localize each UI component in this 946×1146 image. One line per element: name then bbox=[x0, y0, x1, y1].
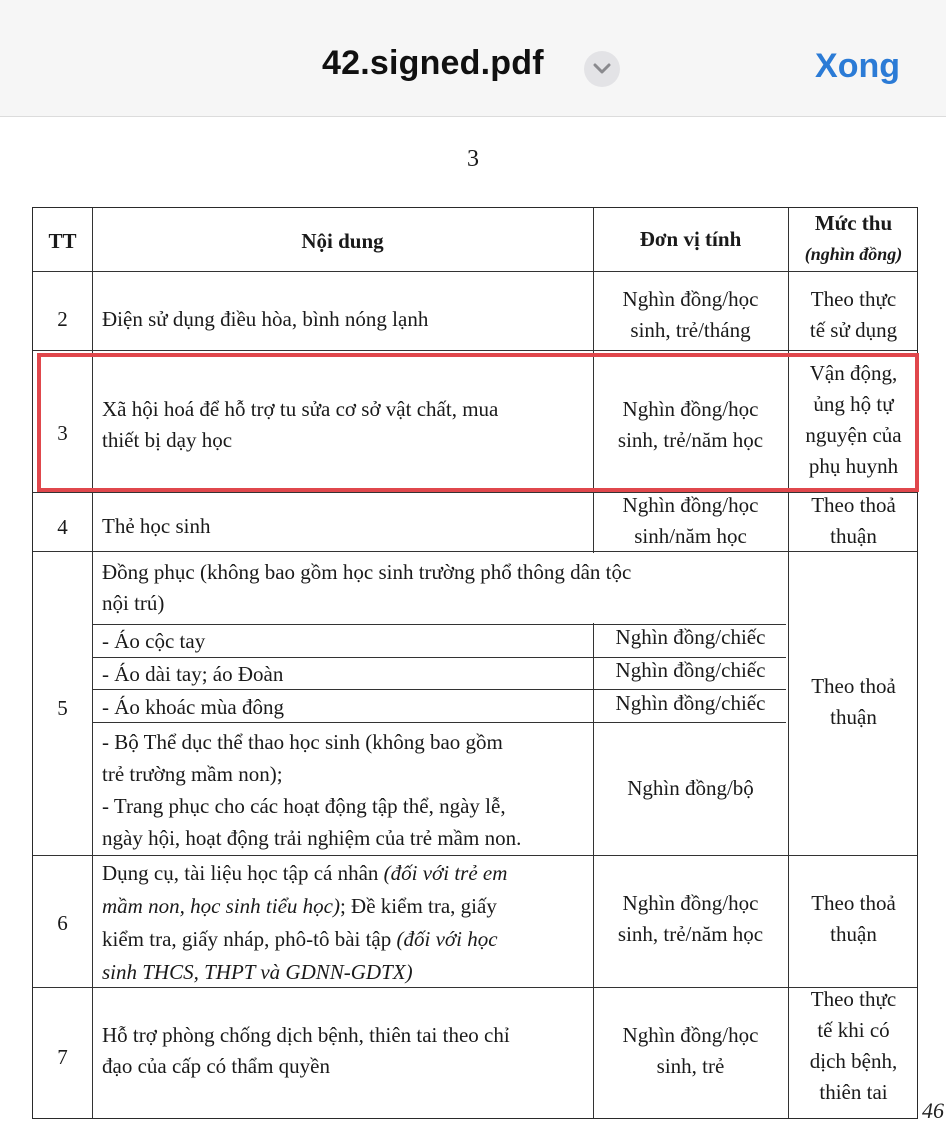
row-fee-line: phụ huynh bbox=[808, 454, 899, 478]
row-fee-line: Theo thực bbox=[810, 987, 897, 1011]
row-unit-line: sinh, trẻ/năm học bbox=[617, 428, 764, 452]
document-title[interactable]: 42.signed.pdf bbox=[322, 44, 544, 82]
title-menu-button[interactable] bbox=[584, 51, 620, 87]
subrow-content: - Áo dài tay; áo Đoàn bbox=[102, 662, 284, 686]
header-unit: Đơn vị tính bbox=[639, 227, 742, 251]
row-fee-line: thuận bbox=[830, 705, 877, 729]
subrow-content: - Áo cộc tay bbox=[102, 629, 206, 653]
subrow-unit: Nghìn đồng/chiếc bbox=[615, 691, 766, 715]
row-content-line: Hỗ trợ phòng chống dịch bệnh, thiên tai theo chỉ bbox=[102, 1023, 510, 1047]
row-fee-line: tế khi có bbox=[817, 1018, 890, 1042]
row-content-line: Đồng phục (không bao gồm học sinh trường phổ thông dân tộc bbox=[102, 560, 632, 584]
row-content-line: đạo của cấp có thẩm quyền bbox=[102, 1054, 330, 1078]
row-fee bbox=[788, 284, 919, 346]
row-content-line: thiết bị dạy học bbox=[102, 428, 233, 452]
row-fee-line: Theo thoả bbox=[811, 674, 896, 698]
subrow-content bbox=[102, 726, 587, 854]
header-fee: Mức thu bbox=[814, 211, 893, 235]
row-number: 3 bbox=[57, 421, 68, 445]
row-content: Điện sử dụng điều hòa, bình nóng lạnh bbox=[102, 307, 429, 331]
row-number: 5 bbox=[57, 696, 68, 720]
table-col-divider bbox=[92, 208, 93, 1118]
done-button[interactable]: Xong bbox=[815, 47, 900, 85]
row-unit-line: Nghìn đồng/học bbox=[622, 493, 759, 517]
row-fee-line: Theo thoả bbox=[811, 493, 896, 517]
header-fee-note: (nghìn đồng) bbox=[804, 244, 903, 264]
row-fee bbox=[788, 888, 919, 950]
row-content bbox=[102, 1020, 582, 1082]
subrow-unit: Nghìn đồng/bộ bbox=[627, 776, 754, 800]
row-fee-line: thuận bbox=[830, 922, 877, 946]
row-content-line: nội trú) bbox=[102, 591, 165, 615]
subrow-content-line: - Bộ Thể dục thể thao học sinh (không bao gồm bbox=[102, 730, 503, 754]
row-fee-line: Theo thoả bbox=[811, 891, 896, 915]
row-fee-line: ủng hộ tự bbox=[813, 392, 894, 416]
row-fee-line: tế sử dụng bbox=[809, 318, 898, 342]
row-unit bbox=[593, 1020, 788, 1082]
row-content-line: mầm non, học sinh tiểu học); Đề kiểm tra, giấy bbox=[102, 894, 497, 918]
row-content-line: Xã hội hoá để hỗ trợ tu sửa cơ sở vật chất, mua bbox=[102, 397, 499, 421]
row-unit-line: sinh, trẻ/năm học bbox=[617, 922, 764, 946]
subrow-content-line: - Trang phục cho các hoạt động tập thể, ngày lễ, bbox=[102, 794, 506, 818]
viewer-toolbar bbox=[0, 0, 946, 117]
row-unit bbox=[593, 888, 788, 950]
row-fee-line: Vận động, bbox=[809, 361, 898, 385]
table-row-divider bbox=[33, 271, 917, 272]
header-content: Nội dung bbox=[301, 229, 384, 253]
row-unit-line: Nghìn đồng/học bbox=[622, 891, 759, 915]
subrow-content-line: trẻ trường mầm non); bbox=[102, 762, 283, 786]
row-fee-line: thuận bbox=[830, 524, 877, 548]
row-unit-line: Nghìn đồng/học bbox=[622, 287, 759, 311]
subrow-content-line: ngày hội, hoạt động trải nghiệm của trẻ mầm non. bbox=[102, 826, 522, 850]
row-unit-line: Nghìn đồng/học bbox=[622, 397, 759, 421]
row-unit-line: Nghìn đồng/học bbox=[622, 1023, 759, 1047]
row-number: 6 bbox=[57, 911, 68, 935]
row-fee-line: dịch bệnh, bbox=[809, 1049, 898, 1073]
row-unit-line: sinh/năm học bbox=[634, 524, 747, 548]
subrow-unit: Nghìn đồng/chiếc bbox=[615, 625, 766, 649]
row-unit bbox=[593, 394, 788, 456]
fee-table bbox=[32, 207, 918, 1119]
subrow-content: - Áo khoác mùa đông bbox=[102, 695, 284, 719]
page-number: 3 bbox=[467, 146, 479, 172]
row-content-line: Dụng cụ, tài liệu học tập cá nhân (đối với trẻ em bbox=[102, 861, 508, 885]
row-unit-line: sinh, trẻ bbox=[656, 1054, 725, 1078]
row-content-line: sinh THCS, THPT và GDNN-GDTX) bbox=[102, 960, 413, 984]
row-number: 7 bbox=[57, 1045, 68, 1069]
row-unit bbox=[593, 284, 788, 346]
table-row-divider bbox=[33, 350, 917, 351]
subrow-unit: Nghìn đồng/chiếc bbox=[615, 658, 766, 682]
row-fee-line: nguyện của bbox=[805, 423, 902, 447]
row-number: 2 bbox=[57, 307, 68, 331]
row-fee bbox=[788, 490, 919, 552]
row-content bbox=[102, 394, 582, 456]
row-fee bbox=[788, 671, 919, 733]
header-tt: TT bbox=[48, 229, 77, 253]
row-content bbox=[102, 557, 782, 619]
row-content-line: kiểm tra, giấy nháp, phô-tô bài tập (đối với học bbox=[102, 927, 498, 951]
margin-mark: 46 bbox=[922, 1098, 944, 1123]
row-fee bbox=[788, 358, 919, 482]
row-content bbox=[102, 857, 587, 989]
row-unit bbox=[593, 490, 788, 552]
row-number: 4 bbox=[57, 515, 68, 539]
row-fee-line: thiên tai bbox=[819, 1080, 888, 1104]
table-row-divider bbox=[33, 855, 917, 856]
chevron-down-icon bbox=[593, 63, 611, 75]
row-unit-line: sinh, trẻ/tháng bbox=[630, 318, 751, 342]
row-fee bbox=[788, 984, 919, 1108]
row-fee-line: Theo thực bbox=[810, 287, 897, 311]
row-content: Thẻ học sinh bbox=[102, 514, 211, 538]
